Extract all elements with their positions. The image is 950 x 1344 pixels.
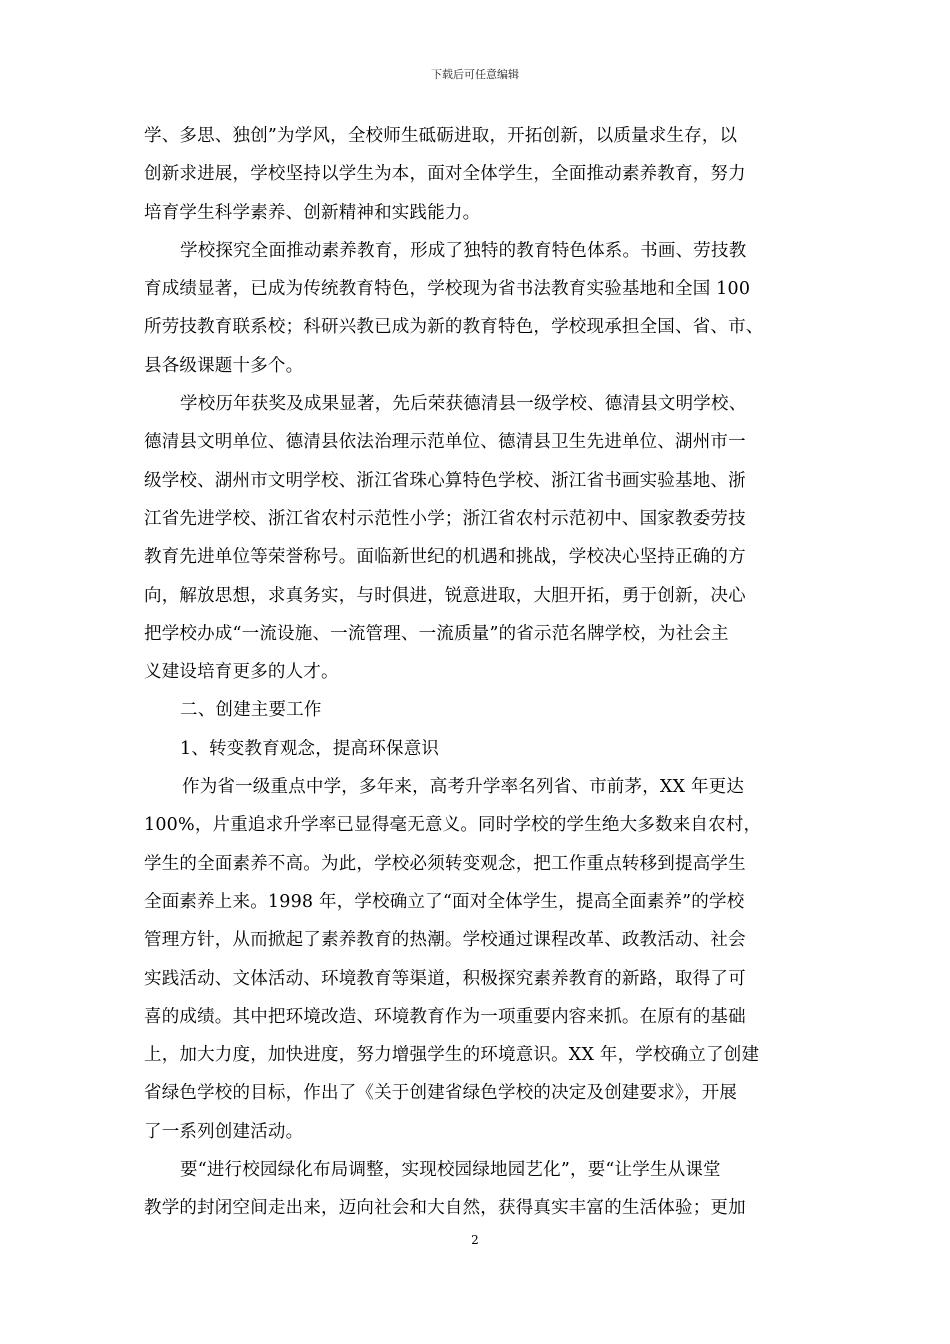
paragraph-start-line: 作为省一级重点中学，多年来，高考升学率名列省、市前茅，XX 年更达 (182, 777, 745, 798)
header-note: 下载后可任意编辑 (431, 68, 519, 81)
text-line: 省绿色学校的目标，作出了《关于创建省绿色学校的决定及创建要求》，开展 (144, 1083, 738, 1104)
text-line: 了一系列创建活动。 (144, 1121, 304, 1142)
text-line: 向，解放思想，求真务实，与时俱进，锐意进取，大胆开拓，勇于创新，决心 (144, 585, 746, 606)
text-line: 喜的成绩。其中把环境改造、环境教育作为一项重要内容来抓。在原有的基础 (144, 1006, 746, 1027)
text-line: 把学校办成“一流设施、一流管理、一流质量”的省示范名牌学校，为社会主 (144, 623, 729, 644)
text-line: 所劳技教育联系校；科研兴教已成为新的教育特色，学校现承担全国、省、市、 (144, 317, 764, 338)
text-line: 级学校、湖州市文明学校、浙江省珠心算特色学校、浙江省书画实验基地、浙 (144, 470, 746, 491)
text-line: 培育学生科学素养、创新精神和实践能力。 (144, 202, 481, 223)
paragraph-start-line: 学校探究全面推动素养教育，形成了独特的教育特色体系。书画、劳技教 (180, 240, 747, 261)
text-line: 学、多思、独创”为学风，全校师生砥砺进取，开拓创新，以质量求生存，以 (144, 126, 738, 146)
page-number: 2 (471, 1233, 479, 1247)
section-heading: 二、创建主要工作 (180, 700, 322, 721)
text-line: 县各级课题十多个。 (144, 355, 304, 376)
text-line: 江省先进学校、浙江省农村示范性小学；浙江省农村示范初中、国家教委劳技 (144, 508, 746, 529)
document-body (144, 117, 806, 1228)
text-line: 教学的封闭空间走出来，迈向社会和大自然，获得真实丰富的生活体验；更加 (144, 1198, 746, 1219)
subsection-heading: 1、转变教育观念，提高环保意识 (180, 738, 440, 759)
text-line: 义建设培育更多的人才。 (144, 662, 339, 683)
text-line: 德清县文明单位、德清县依法治理示范单位、德清县卫生先进单位、湖州市一 (144, 432, 746, 453)
text-line: 实践活动、文体活动、环境教育等渠道，积极探究素养教育的新路，取得了可 (144, 968, 746, 989)
text-line: 学生的全面素养不高。为此，学校必须转变观念，把工作重点转移到提高学生 (144, 853, 746, 874)
text-line: 上，加大力度，加快进度，努力增强学生的环境意识。XX 年，学校确立了创建 (144, 1045, 760, 1066)
paragraph-start-line: 要“进行校园绿化布局调整，实现校园绿地园艺化”，要“让学生从课堂 (180, 1160, 721, 1181)
text-line: 管理方针，从而掀起了素养教育的热潮。学校通过课程改革、政教活动、社会 (144, 930, 746, 951)
text-line: 教育先进单位等荣誉称号。面临新世纪的机遇和挑战，学校决心坚持正确的方 (144, 547, 746, 568)
text-line: 100%，片重追求升学率已显得毫无意义。同时学校的学生绝大多数来自农村， (144, 815, 762, 836)
text-line: 全面素养上来。1998 年，学校确立了“面对全体学生，提高全面素养”的学校 (144, 891, 745, 912)
text-line: 育成绩显著，已成为传统教育特色，学校现为省书法教育实验基地和全国 100 (144, 279, 751, 300)
text-line: 创新求进展，学校坚持以学生为本，面对全体学生，全面推动素养教育，努力 (144, 164, 746, 185)
paragraph-start-line: 学校历年获奖及成果显著，先后荣获德清县一级学校、德清县文明学校、 (180, 394, 747, 415)
